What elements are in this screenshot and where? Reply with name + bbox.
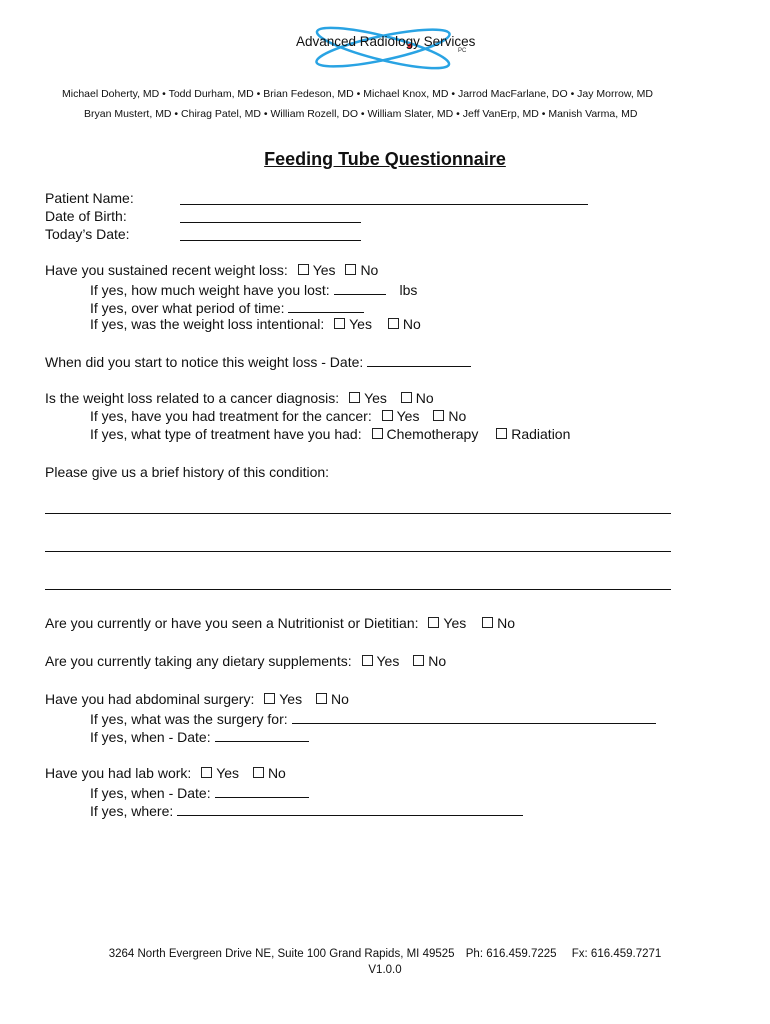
lab-question	[45, 765, 286, 781]
yes-label: Yes	[279, 691, 303, 707]
logo-suffix: PC	[458, 48, 467, 54]
dob-label: Date of Birth:	[45, 208, 127, 224]
supplements-no-checkbox[interactable]	[413, 655, 424, 666]
intentional-no-checkbox[interactable]	[388, 318, 399, 329]
weight-period-field[interactable]	[288, 298, 364, 313]
physician-list-line-1: Michael Doherty, MD • Todd Durham, MD • Brian Fedeson, MD • Michael Knox, MD • Jarrod MacFarlane, DO • Jay Morrow, MD	[62, 88, 653, 100]
no-label: No	[497, 615, 516, 631]
footer-address: 3264 North Evergreen Drive NE, Suite 100 Grand Rapids, MI 49525	[108, 948, 455, 960]
history-line-1[interactable]	[45, 513, 671, 514]
nutritionist-yes-checkbox[interactable]	[428, 617, 439, 628]
cancer-treatment-label: If yes, have you had treatment for the cancer:	[90, 408, 372, 424]
patient-name-label: Patient Name:	[45, 190, 134, 206]
history-line-3[interactable]	[45, 589, 671, 590]
no-label: No	[267, 765, 286, 781]
no-label: No	[448, 408, 467, 424]
weight-intentional-label: If yes, was the weight loss intentional:	[90, 316, 325, 332]
notice-date-row	[45, 352, 471, 370]
cancer-no-checkbox[interactable]	[401, 392, 412, 403]
dob-field[interactable]	[180, 222, 361, 223]
treatment-type-label: If yes, what type of treatment have you had:	[90, 426, 362, 442]
yes-label: Yes	[443, 615, 467, 631]
weight-loss-yes-checkbox[interactable]	[298, 264, 309, 275]
weight-amount-label: If yes, how much weight have you lost:	[90, 282, 330, 298]
weight-intentional-row	[90, 316, 421, 332]
yes-label: Yes	[364, 390, 387, 406]
supplements-question	[45, 653, 446, 669]
nutritionist-question	[45, 615, 515, 631]
physician-list-line-2: Bryan Mustert, MD • Chirag Patel, MD • William Rozell, DO • William Slater, MD • Jeff VanErp, MD • Manish Varma, MD	[84, 108, 638, 120]
radiation-checkbox[interactable]	[496, 428, 507, 439]
lab-where-field[interactable]	[177, 801, 523, 816]
weight-loss-no-checkbox[interactable]	[345, 264, 356, 275]
treatment-no-checkbox[interactable]	[433, 410, 444, 421]
yes-label: Yes	[349, 316, 372, 332]
cancer-label: Is the weight loss related to a cancer diagnosis:	[45, 390, 340, 406]
weight-amount-row	[90, 280, 417, 298]
cancer-question	[45, 390, 434, 406]
lab-date-field[interactable]	[215, 783, 309, 798]
surgery-what-label: If yes, what was the surgery for:	[90, 711, 288, 727]
footer-contact	[0, 948, 770, 960]
surgery-label: Have you had abdominal surgery:	[45, 691, 255, 707]
no-label: No	[428, 653, 447, 669]
todays-date-label: Today’s Date:	[45, 226, 130, 242]
nutritionist-label: Are you currently or have you seen a Nutritionist or Dietitian:	[45, 615, 419, 631]
supplements-yes-checkbox[interactable]	[362, 655, 373, 666]
yes-label: Yes	[312, 262, 336, 278]
cancer-yes-checkbox[interactable]	[349, 392, 360, 403]
surgery-no-checkbox[interactable]	[316, 693, 327, 704]
yes-label: Yes	[376, 653, 400, 669]
weight-period-row	[90, 298, 364, 316]
notice-date-label: When did you start to notice this weight loss - Date:	[45, 354, 364, 370]
footer-fax: Fx: 616.459.7271	[571, 948, 662, 960]
surgery-date-row	[90, 727, 309, 745]
weight-loss-label: Have you sustained recent weight loss:	[45, 262, 288, 278]
no-label: No	[330, 691, 349, 707]
supplements-label: Are you currently taking any dietary supplements:	[45, 653, 352, 669]
yes-label: Yes	[396, 408, 420, 424]
patient-name-field[interactable]	[180, 204, 588, 205]
footer-version: V1.0.0	[368, 964, 402, 976]
no-label: No	[402, 316, 421, 332]
page-title: Feeding Tube Questionnaire	[264, 149, 506, 169]
surgery-yes-checkbox[interactable]	[264, 693, 275, 704]
no-label: No	[415, 390, 434, 406]
surgery-date-label: If yes, when - Date:	[90, 729, 211, 745]
weight-loss-question	[45, 262, 378, 278]
no-label: No	[360, 262, 379, 278]
treatment-yes-checkbox[interactable]	[382, 410, 393, 421]
yes-label: Yes	[216, 765, 240, 781]
todays-date-field[interactable]	[180, 240, 361, 241]
logo-text: Advanced Radiology Services	[296, 34, 476, 49]
chemotherapy-label: Chemotherapy	[386, 426, 479, 442]
lab-date-row	[90, 783, 309, 801]
chemotherapy-checkbox[interactable]	[372, 428, 383, 439]
weight-period-label: If yes, over what period of time:	[90, 300, 285, 316]
radiation-label: Radiation	[511, 426, 571, 442]
weight-amount-field[interactable]	[334, 280, 386, 295]
history-line-2[interactable]	[45, 551, 671, 552]
footer-phone: Ph: 616.459.7225	[465, 948, 557, 960]
logo	[288, 20, 478, 76]
lab-date-label: If yes, when - Date:	[90, 785, 211, 801]
lab-where-label: If yes, where:	[90, 803, 174, 819]
surgery-question	[45, 691, 349, 707]
surgery-date-field[interactable]	[215, 727, 309, 742]
treatment-type-row	[90, 426, 570, 442]
lab-label: Have you had lab work:	[45, 765, 192, 781]
lab-where-row	[90, 801, 523, 819]
lab-no-checkbox[interactable]	[253, 767, 264, 778]
history-label: Please give us a brief history of this condition:	[45, 464, 330, 480]
notice-date-field[interactable]	[367, 352, 471, 367]
surgery-what-row	[90, 709, 656, 727]
lbs-label: lbs	[399, 282, 418, 298]
surgery-what-field[interactable]	[292, 709, 656, 724]
intentional-yes-checkbox[interactable]	[334, 318, 345, 329]
nutritionist-no-checkbox[interactable]	[482, 617, 493, 628]
cancer-treatment-row	[90, 408, 466, 424]
lab-yes-checkbox[interactable]	[201, 767, 212, 778]
